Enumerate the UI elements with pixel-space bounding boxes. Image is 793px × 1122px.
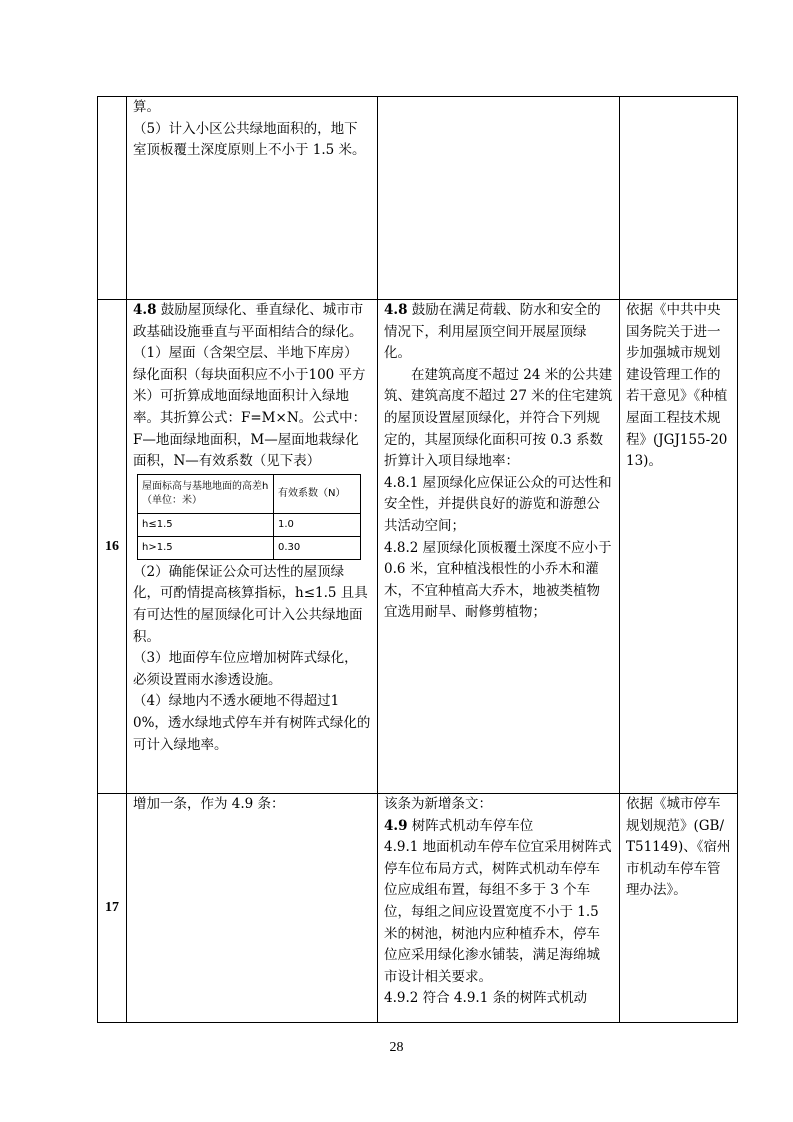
page-number: 28 (389, 1040, 404, 1055)
coefficient-table (137, 474, 361, 560)
revised-clause-cell (378, 300, 620, 794)
coefficient-table-row (138, 513, 361, 536)
original-paragraph: 增加一条，作为 4.9 条： (133, 796, 285, 812)
revised-paragraph: 4.9.1 地面机动车停车位宜采用树阵式停车位布局方式，树阵式机动车停车位应成组布置，每组不多于 3 个车位，每组之间应设置宽度不小于 1.5 米的树池，树池内应种植乔木，停车位应采用绿化渗水铺装，满足海绵城市设计相关要求。 (384, 839, 612, 985)
coefficient-value: 0.30 (274, 536, 361, 559)
header-height-difference: 屋面标高与基地地面的高差h（单位：米） (138, 474, 274, 513)
clause-number: 4.8 (384, 302, 408, 318)
row-number: 16 (98, 300, 127, 794)
clause-text: 鼓励屋顶绿化、垂直绿化、城市市政基础设施垂直与平面相结合的绿化。 (133, 302, 364, 340)
clause-text: 鼓励在满足荷载、防水和安全的情况下，利用屋顶空间开展屋顶绿化。 (384, 302, 601, 362)
clause-number: 4.8 (133, 302, 157, 318)
revised-clause-cell (378, 97, 620, 300)
row-number (98, 97, 127, 300)
revised-paragraph: 4.9.2 符合 4.9.1 条的树阵式机动 (384, 990, 588, 1007)
original-paragraph: （2）确能保证公众可达性的屋顶绿化，可酌情提高核算指标，h≤1.5 且具有可达性的屋顶绿化可计入公共绿地面积。 (133, 563, 368, 645)
revised-paragraph: 在建筑高度不超过 24 米的公共建筑、建筑高度不超过 27 米的住宅建筑的屋顶设置屋顶绿化，并符合下列规定的，其屋顶绿化面积可按 0.3 系数折算计入项目绿地率： (384, 366, 613, 470)
clause-number: 4.9 (384, 817, 408, 834)
coefficient-table-row (138, 536, 361, 559)
revised-clause-cell (378, 794, 620, 1023)
clause-title: 树阵式机动车停车位 (411, 817, 534, 834)
revised-clause-heading (384, 816, 613, 838)
table-row (98, 97, 738, 300)
revised-paragraph: 该条为新增条文： (384, 796, 492, 812)
height-value: h≤1.5 (138, 513, 274, 536)
original-paragraph: （4）绿地内不透水硬地不得超过10%，透水绿地式停车并有树阵式绿化的可计入绿地率。 (133, 693, 371, 753)
table-row (98, 794, 738, 1023)
regulation-comparison-table (97, 96, 738, 1023)
original-paragraph: （1）屋面（含架空层、半地下库房）绿化面积（每块面积应不小于100 平方米）可折算成地面绿地面积计入绿地率。其折算公式：F=M×N。公式中：F—地面绿地面积，M—屋面地栽绿化面积，N—有效系数（见下表） (133, 345, 367, 470)
original-text-line: （5）计入小区公共绿地面积的，地下室顶板覆土深度原则上不小于 1.5 米。 (133, 120, 366, 159)
revised-paragraph: 4.8.1 屋顶绿化应保证公众的可达性和安全性，并提供良好的游览和游憩公共活动空间； (384, 474, 612, 534)
revised-clause-heading (384, 300, 613, 365)
height-value: h>1.5 (138, 536, 274, 559)
original-text-line: 算。 (133, 99, 160, 115)
row-number: 17 (98, 794, 127, 1023)
original-paragraph: （3）地面停车位应增加树阵式绿化，必须设置雨水渗透设施。 (133, 650, 358, 688)
original-clause-cell (127, 97, 378, 300)
coefficient-value: 1.0 (274, 513, 361, 536)
revised-paragraph: 4.8.2 屋顶绿化顶板覆土深度不应小于 0.6 米，宜种植浅根性的小乔木和灌木，不宜种植高大乔木，地被类植物宜选用耐旱、耐修剪植物； (384, 539, 612, 621)
original-clause-cell (127, 300, 378, 794)
table-row (98, 300, 738, 794)
basis-cell: 依据《中共中央 国务院关于进一步加强城市规划建设管理工作的若干意见》《种植屋面工程技术规程》(JGJ155-2013)。 (620, 300, 738, 794)
basis-cell: 依据《城市停车规划规范》(GB/T51149)、《宿州市机动车停车管理办法》。 (620, 794, 738, 1023)
original-clause-cell (127, 794, 378, 1023)
original-clause-heading (133, 300, 371, 343)
header-coefficient: 有效系数（N） (274, 474, 361, 513)
basis-cell (620, 97, 738, 300)
coefficient-table-header (138, 474, 361, 513)
